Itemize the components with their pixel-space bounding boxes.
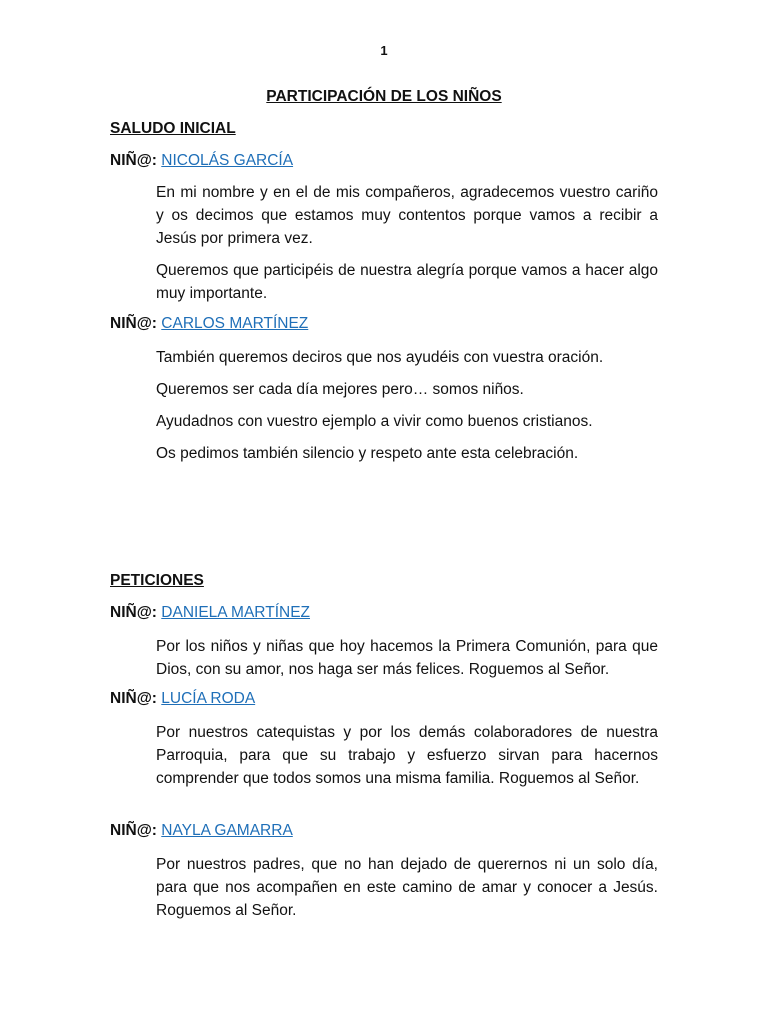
speaker-name-link[interactable]: CARLOS MARTÍNEZ <box>161 315 309 332</box>
speaker-line-nicolas <box>110 152 293 170</box>
page-number: 1 <box>380 43 388 58</box>
speaker-prefix: NIÑ@: <box>110 604 162 621</box>
speaker-name-link[interactable]: NICOLÁS GARCÍA <box>161 152 294 169</box>
speaker-name-link[interactable]: LUCÍA RODA <box>161 690 256 707</box>
paragraph: Queremos que participéis de nuestra alegría porque vamos a hacer algo muy importante. <box>156 262 658 302</box>
speaker-prefix: NIÑ@: <box>110 315 162 332</box>
speaker-line-daniela <box>110 604 310 622</box>
speaker-line-carlos <box>110 315 308 333</box>
speaker-prefix: NIÑ@: <box>110 690 162 707</box>
speaker-line-nayla <box>110 822 293 840</box>
speaker-name-link[interactable]: NAYLA GAMARRA <box>161 822 293 839</box>
speaker-name-link[interactable]: DANIELA MARTÍNEZ <box>161 604 310 621</box>
paragraph: Por los niños y niñas que hoy hacemos la Primera Comunión, para que Dios, con su amor, nos haga ser más felices. Roguemos al Señor. <box>156 638 658 678</box>
paragraph: Ayudadnos con vuestro ejemplo a vivir como buenos cristianos. <box>156 413 593 430</box>
paragraph: En mi nombre y en el de mis compañeros, agradecemos vuestro cariño y os decimos que estamos muy contentos porque vamos a recibir a Jesús por primera vez. <box>156 184 658 247</box>
paragraph: Queremos ser cada día mejores pero… somos niños. <box>156 381 524 398</box>
section-heading-saludo: SALUDO INICIAL <box>110 120 236 137</box>
page-title: PARTICIPACIÓN DE LOS NIÑOS <box>266 88 502 105</box>
speaker-prefix: NIÑ@: <box>110 822 162 839</box>
paragraph: Por nuestros padres, que no han dejado de querernos ni un solo día, para que nos acompañen en este camino de amar y conocer a Jesús. Roguemos al Señor. <box>156 856 658 919</box>
speaker-prefix: NIÑ@: <box>110 152 162 169</box>
paragraph: También queremos deciros que nos ayudéis con vuestra oración. <box>156 349 604 366</box>
paragraph: Os pedimos también silencio y respeto ante esta celebración. <box>156 445 579 462</box>
paragraph: Por nuestros catequistas y por los demás colaboradores de nuestra Parroquia, para que su trabajo y esfuerzo sirvan para hacernos comprender que todos somos una misma familia. Roguemos al Señor. <box>156 724 658 787</box>
speaker-line-lucia <box>110 690 255 708</box>
section-heading-peticiones: PETICIONES <box>110 572 204 589</box>
